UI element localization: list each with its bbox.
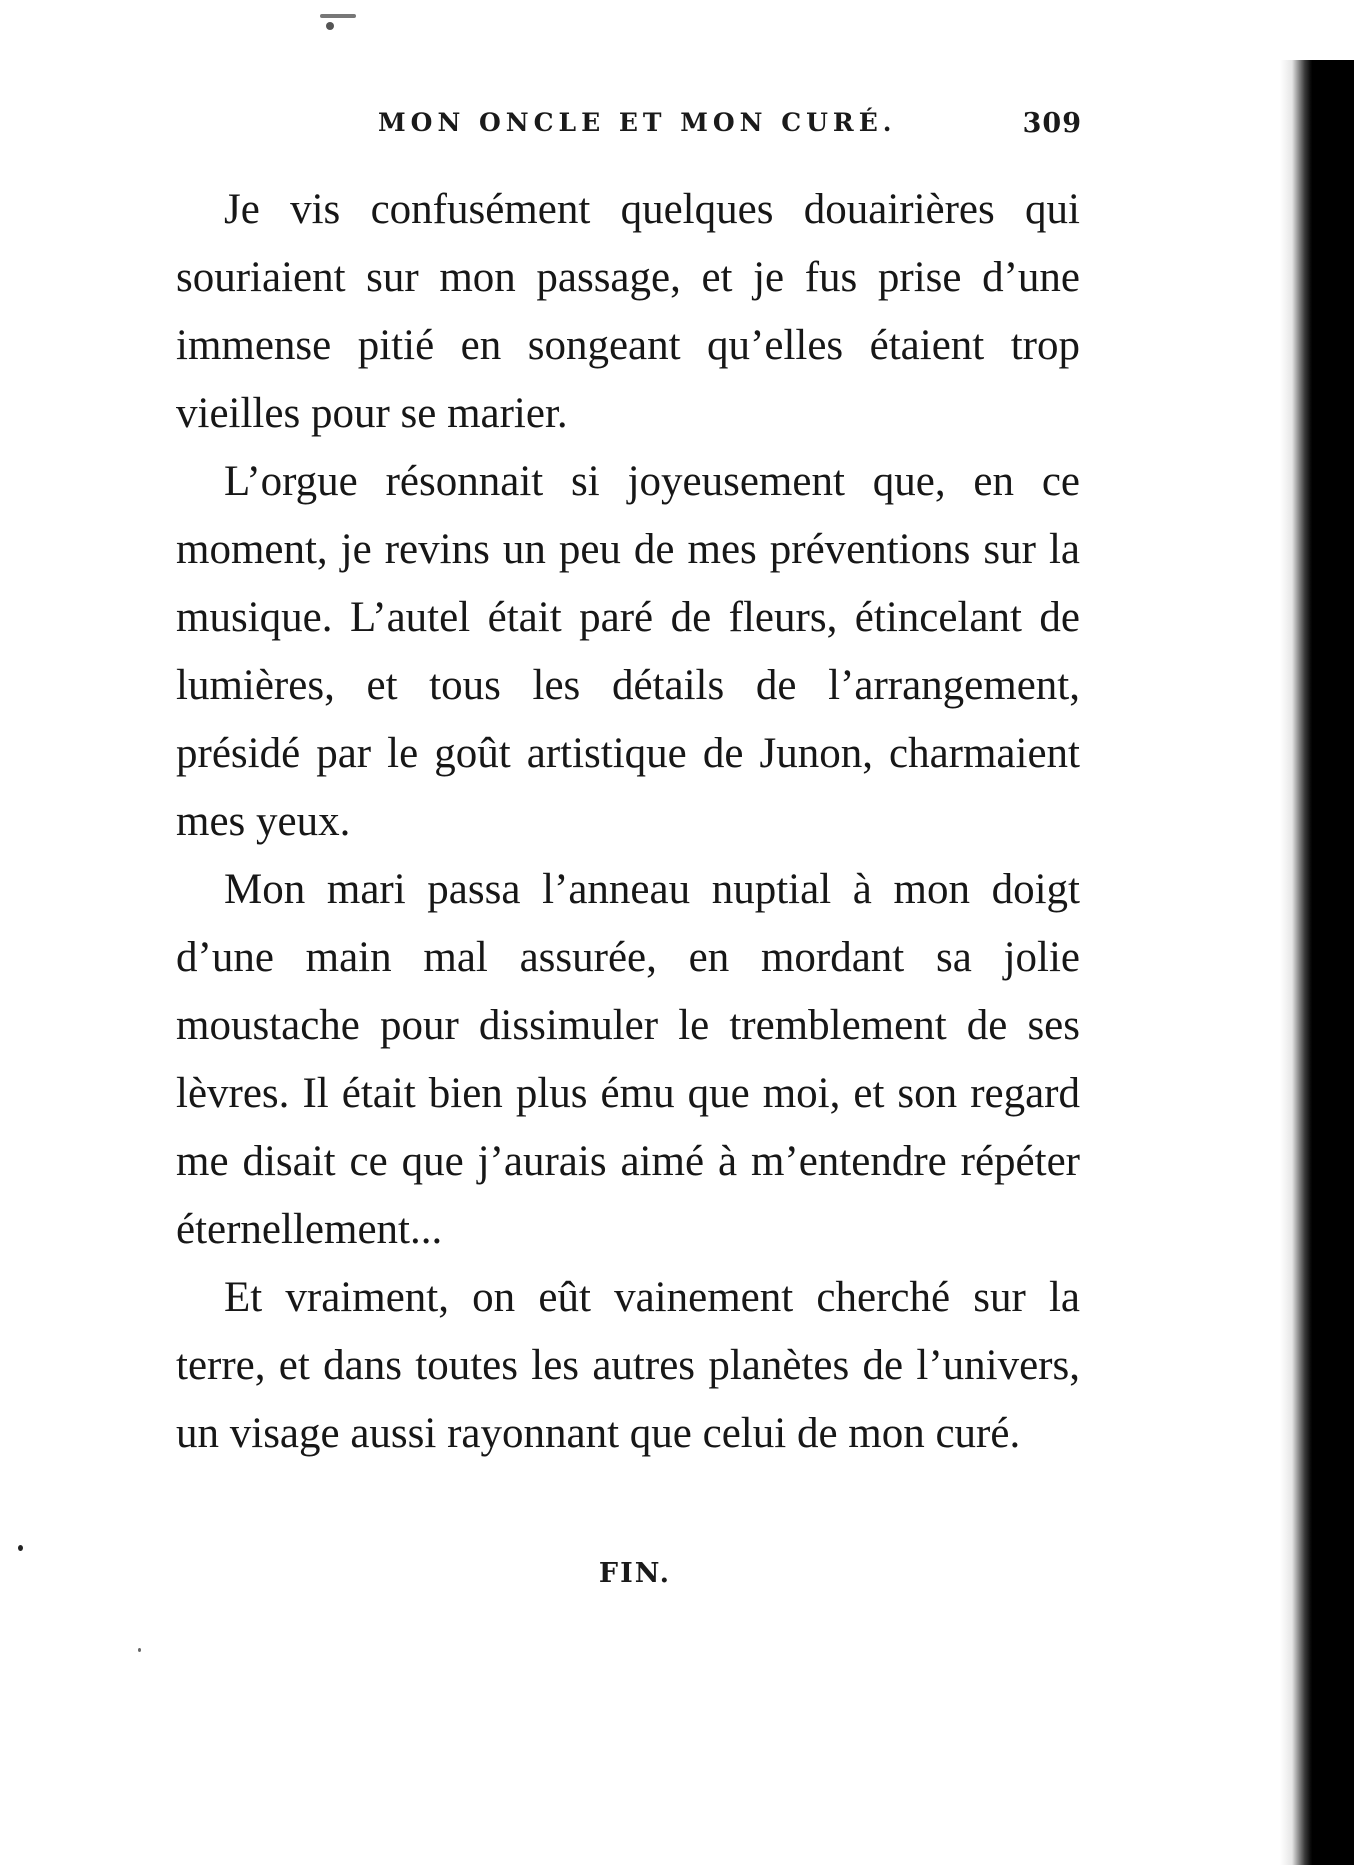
paragraph: Je vis confusément quelques douairières qui souriaient sur mon passage, et je fus prise d’une immense pitié en songeant qu’elles étaient trop vieilles pour se marier. [176,186,1080,437]
scan-page-edge [1312,60,1354,1865]
paragraph: Et vraiment, on eût vainement cherché sur la terre, et dans toutes les autres planètes de l’univers, un visage aussi rayonnant que celui de mon curé. [176,1274,1080,1457]
paragraph: Mon mari passa l’anneau nuptial à mon doigt d’une main mal assurée, en mordant sa jolie moustache pour dissimuler le tremblement de ses lèvres. Il était bien plus ému que moi, et son regard me disait ce que j’aurais aimé à m’entendre répéter éternellement... [176,866,1080,1253]
end-marker: FIN. [598,1558,672,1589]
scan-speck [138,1648,141,1652]
body-text [176,176,1080,1468]
scan-speck [326,22,334,30]
paragraph: L’orgue résonnait si joyeusement que, en ce moment, je revins un peu de mes préventions sur la musique. L’autel était paré de fleurs, étincelant de lumières, et tous les détails de l’arrangement, présidé par le goût artistique de Junon, charmaient mes yeux. [176,458,1080,845]
page-number: 309 [1022,108,1082,139]
running-title: MON ONCLE ET MON CURÉ. [378,108,897,137]
running-header [378,108,1082,148]
scan-speck [18,1545,23,1551]
scan-speck [320,14,356,18]
